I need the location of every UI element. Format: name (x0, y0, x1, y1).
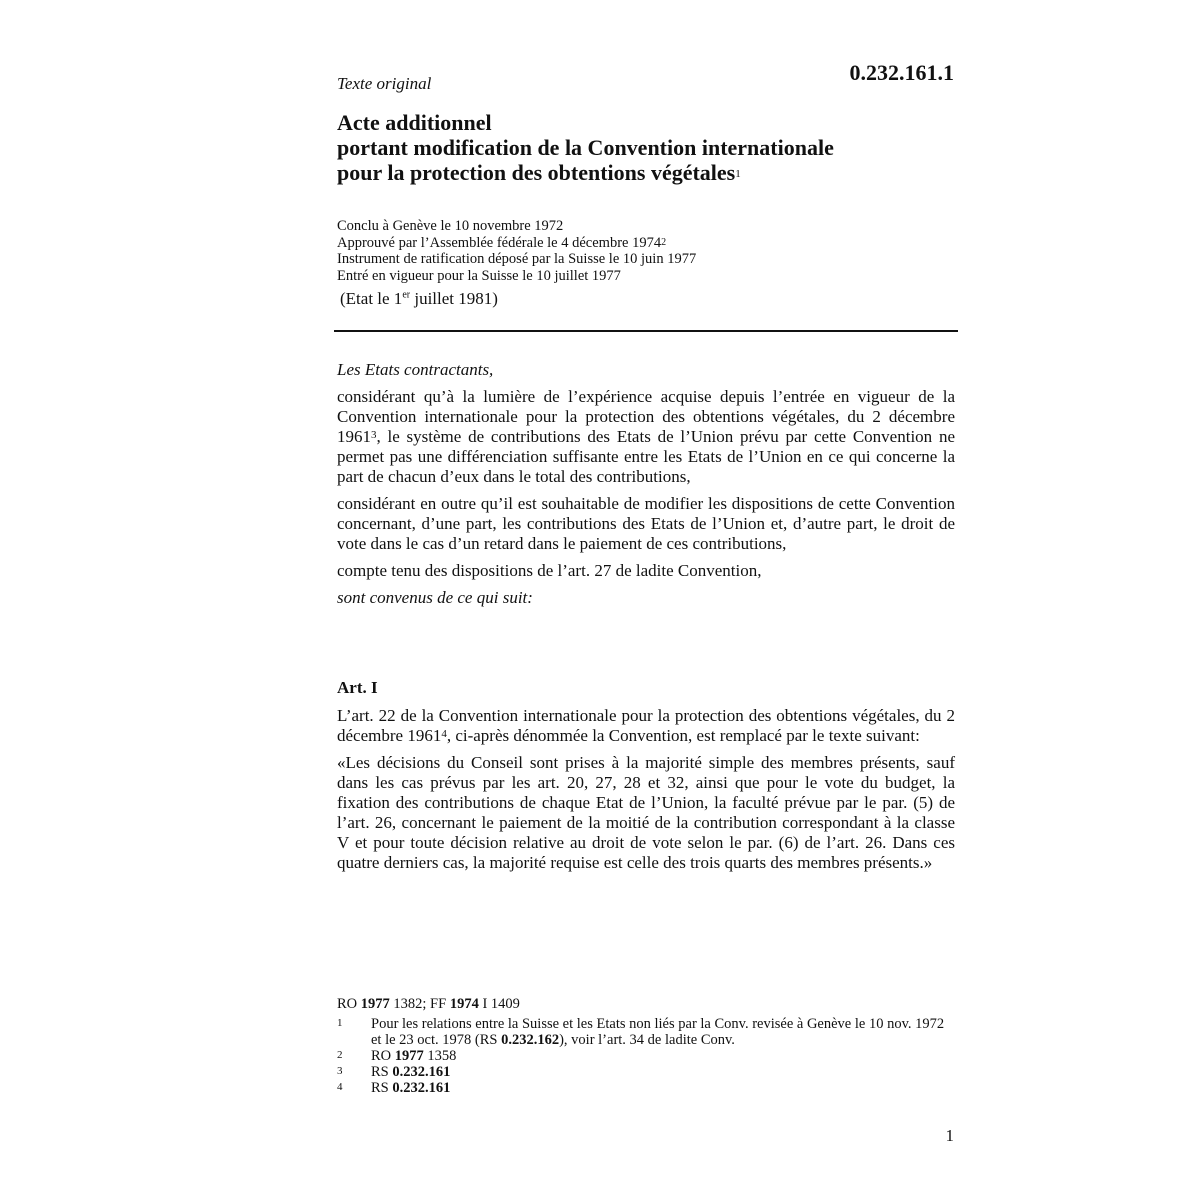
preamble-paragraph-2: considérant en outre qu’il est souhaitable de modifier les dispositions de cette Convention concernant, d’une part, les contributions des Etats de l’Union et, d’autre part, le droit de vote dans le cas d’un retard dans le paiement de ces contributions, (337, 494, 955, 553)
footnote-text-bold: 1977 (394, 1048, 424, 1064)
footnote-text-a: RS (371, 1080, 393, 1096)
status-prefix: (Etat le 1 (340, 289, 403, 308)
sr-number: 0.232.161.1 (849, 60, 954, 85)
footnote-text-a: Pour les relations entre la Suisse et les Etats non liés par la Conv. revisée à Genève le 10 nov. 1972 et le 23 oct. 1978 (RS (371, 1016, 945, 1048)
status-date (340, 289, 498, 309)
footnote-ref-4[interactable]: 4 (441, 728, 447, 740)
meta-in-force: Entré en vigueur pour la Suisse le 10 juillet 1977 (337, 267, 621, 284)
status-suffix: juillet 1981) (410, 289, 498, 308)
footnote-2 (337, 1048, 957, 1064)
page-number: 1 (945, 1126, 954, 1145)
title-line-2: portant modification de la Convention internationale (337, 135, 834, 160)
footnotes (337, 996, 957, 1096)
footnote-text (371, 1080, 957, 1096)
header-divider (334, 330, 958, 332)
footnote-number: 2 (337, 1049, 343, 1061)
footnote-4 (337, 1080, 957, 1096)
article-paragraph-1 (337, 706, 955, 746)
status-sup: er (402, 289, 411, 301)
footnote-text (371, 1048, 957, 1064)
footnote-source (337, 996, 957, 1012)
preamble-p1-a: considérant qu’à la lumière de l’expérience acquise depuis l’entrée en vigueur de la Convention internationale pour la protection des obtentions végétales, du 2 décembre 1961 (337, 387, 955, 446)
document-title (337, 110, 834, 185)
footnote-text-bold: 0.232.162 (501, 1032, 560, 1048)
meta-approved-text: Approuvé par l’Assemblée fédérale le 4 décembre 1974 (337, 234, 662, 251)
article-paragraph-2: «Les décisions du Conseil sont prises à la majorité simple des membres présents, sauf dans les cas prévus par les art. 20, 27, 28 et 32, ainsi que pour le vote du budget, la fixation des contributions de chaque Etat de l’Union, la faculté prévue par le par. (5) de l’art. 26, concernant le paiement de la moitié de la contribution correspondant à la classe V et pour toute décision relative au droit de vote selon le par. (6) de l’art. 26. Dans ces quatre derniers cas, la majorité requise est celle des trois quarts des membres présents.» (337, 753, 955, 872)
footnote-text-b: 1358 (423, 1048, 457, 1064)
preamble-closing: sont convenus de ce qui suit: (337, 588, 533, 607)
article-heading: Art. I (337, 678, 378, 697)
footnote-text-a: RS (371, 1064, 393, 1080)
footnote-ref-2[interactable]: 2 (661, 236, 667, 248)
source-ro: RO (337, 996, 361, 1012)
footnote-text (371, 1016, 957, 1048)
footnote-ref-1[interactable]: 1 (735, 168, 741, 180)
source-ff-year: 1974 (449, 996, 479, 1012)
document-metadata (337, 218, 696, 284)
title-line-1: Acte additionnel (337, 110, 492, 135)
footnote-number: 4 (337, 1081, 343, 1093)
footnote-text-b: ), voir l’art. 34 de ladite Conv. (559, 1032, 735, 1048)
footnote-text (371, 1064, 957, 1080)
preamble-intro: Les Etats contractants, (337, 360, 494, 379)
article-p1-a: L’art. 22 de la Convention internationale pour la protection des obtentions végétales, du 2 décembre 1961 (337, 706, 955, 745)
footnote-1 (337, 1016, 957, 1048)
meta-approved (337, 235, 696, 252)
footnote-number: 1 (337, 1017, 343, 1029)
preamble-paragraph-3: compte tenu des dispositions de l’art. 27 de ladite Convention, (337, 561, 762, 580)
article-p1-b: , ci-après dénommée la Convention, est remplacé par le texte suivant: (446, 726, 920, 745)
source-ro-year: 1977 (360, 996, 390, 1012)
title-line-3-text: pour la protection des obtentions végétales (337, 160, 736, 185)
footnote-text-bold: 0.232.161 (392, 1080, 451, 1096)
source-mid: 1382; FF (389, 996, 450, 1012)
document-label: Texte original (337, 74, 432, 93)
preamble-paragraph-1 (337, 387, 955, 487)
footnote-number: 3 (337, 1065, 343, 1077)
preamble (337, 360, 955, 615)
footnote-text-a: RO (371, 1048, 395, 1064)
footnote-text-bold: 0.232.161 (392, 1064, 451, 1080)
source-end: I 1409 (478, 996, 520, 1012)
meta-ratification: Instrument de ratification déposé par la Suisse le 10 juin 1977 (337, 251, 697, 267)
preamble-p1-b: , le système de contributions des Etats de l’Union prévu par cette Convention ne permet pas une différenciation suffisante entre les Etats de l’Union en ce qui concerne la part de chacun d’eux dans le total des contributions, (337, 427, 955, 486)
footnote-3 (337, 1064, 957, 1080)
title-line-3 (337, 160, 834, 185)
article-body (337, 706, 955, 880)
meta-concluded: Conclu à Genève le 10 novembre 1972 (337, 218, 564, 234)
footnote-ref-3[interactable]: 3 (371, 429, 377, 441)
